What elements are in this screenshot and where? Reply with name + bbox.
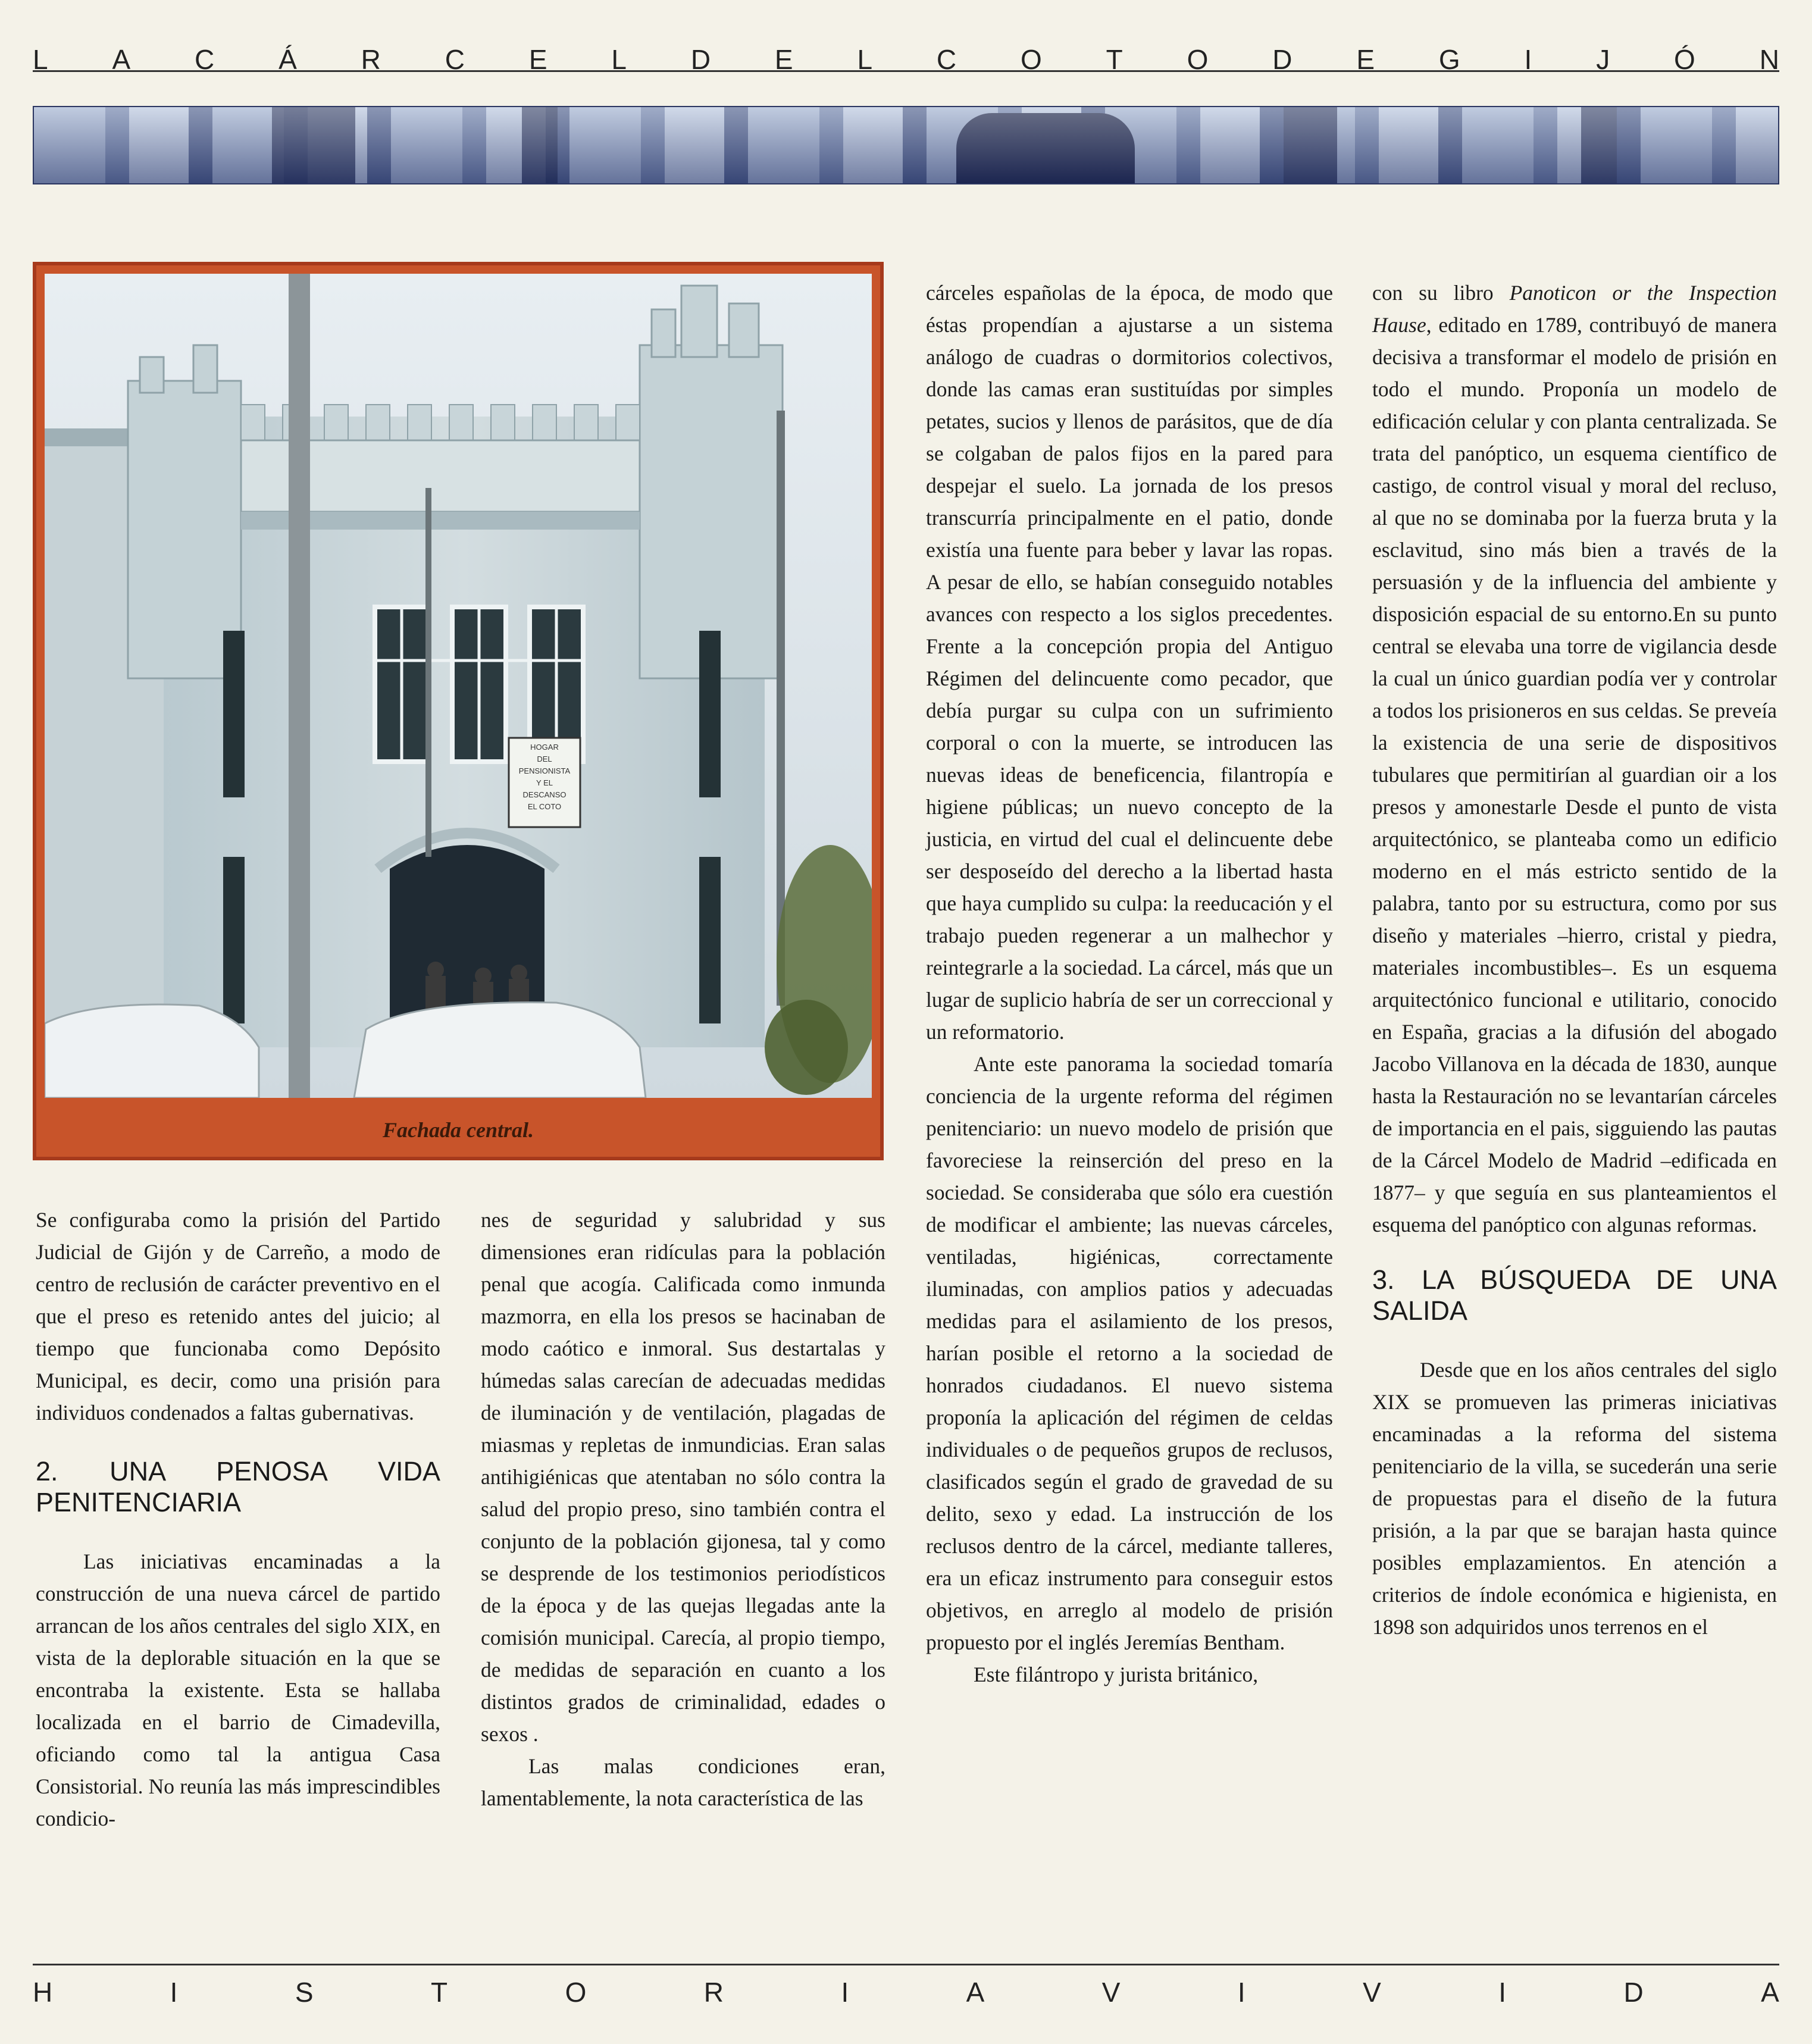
sign-line: EL COTO [527, 802, 562, 811]
book-title: Panoticon or the Inspection Hause [1372, 281, 1777, 337]
running-title-letter: D [690, 44, 711, 75]
text-column-4 [1372, 277, 1777, 1643]
running-title-letter: R [361, 44, 381, 75]
running-title-letter: V [1101, 1977, 1121, 2008]
running-title-letter: E [528, 44, 547, 75]
running-title-letter: G [1438, 44, 1460, 75]
running-title-letter: L [611, 44, 627, 75]
running-title-letter: S [295, 1977, 314, 2008]
running-title-letter: A [966, 1977, 985, 2008]
running-footer [33, 1974, 1779, 2010]
header-photo-banner [33, 106, 1779, 184]
running-title-letter: I [841, 1977, 849, 2008]
running-title-letter: D [1623, 1977, 1644, 2008]
facade-photo [45, 274, 872, 1098]
running-title-letter: H [33, 1977, 53, 2008]
sign-line: PENSIONISTA [518, 766, 571, 775]
running-title-letter: E [1356, 44, 1375, 75]
sign-line: DEL [537, 755, 552, 763]
running-title-letter: C [936, 44, 957, 75]
running-title-letter: D [1272, 44, 1293, 75]
text-column-1 [36, 1204, 440, 1835]
running-title-letter: J [1596, 44, 1610, 75]
facade-photo-frame [33, 262, 884, 1160]
running-title-letter: V [1363, 1977, 1381, 2008]
running-title-letter: C [195, 44, 215, 75]
running-header [33, 42, 1779, 77]
section-heading: 2. UNA PENOSA VIDA PENITENCIARIA [36, 1456, 440, 1517]
text-column-2 [481, 1204, 885, 1814]
running-title-letter: I [1498, 1977, 1507, 2008]
running-title-letter: C [445, 44, 465, 75]
running-title-letter: A [112, 44, 131, 75]
running-title-letter: Á [278, 44, 297, 75]
sign-line: HOGAR [530, 743, 559, 752]
sign-line: DESCANSO [522, 790, 567, 799]
sign-line: Y EL [536, 778, 553, 787]
paragraph: nes de seguridad y salubridad y sus dimensiones eran ridículas para la población penal que acogía. Calificada como inmunda mazmorra, en ella los presos se hacinaban de modo caótico e inmoral. Sus destartalas y húmedas salas carecían de adecuadas medidas de iluminación y de ventilación, plagadas de miasmas y repletas de inmundicias. Eran salas antihigiénicas que atentaban no sólo contra la salud del propio preso, sino también contra el conjunto de la población gijonesa, tal y como se desprende de los testimonios periodísticos de la época y de las quejas llegadas ante la comisión municipal. Carecía, al propio tiempo, de medidas de separación en cuanto a los distintos grados de criminalidad, edades o sexos . [481, 1208, 885, 1746]
paragraph: Las malas condiciones eran, lamentablemente, la nota característica de las [481, 1754, 885, 1810]
paragraph: Ante este panorama la sociedad tomaría conciencia de la urgente reforma del régimen penitenciario: un nuevo modelo de prisión que favoreciese la reinserción del preso en la sociedad. Se consideraba que sólo era cuestión de modificar el ambiente; las nuevas cárceles, ventiladas, higiénicas, correctamente iluminadas, con amplios patios y adecuadas medidas para el asilamiento de los presos, harían posible el retorno a la sociedad de honrados ciudadanos. El nuevo sistema proponía la aplicación del régimen de celdas individuales o de pequeños grupos de reclusos, clasificados según el grado de gravedad de su delito, sexo y edad. La instrucción de los reclusos dentro de la cárcel, mediante talleres, era un eficaz instrumento para conseguir estos objetivos, en arreglo al modelo de prisión propuesto por el inglés Jeremías Bentham. [926, 1052, 1333, 1654]
paragraph: Este filántropo y jurista británico, [974, 1663, 1259, 1686]
paragraph: Las iniciativas encaminadas a la construcción de una nueva cárcel de partido arrancan de los años centrales del siglo XIX, en vista de la deplorable situación en la que se encontraba la existente. Esta se hallaba localizada en el barrio de Cimadevilla, oficiando como tal la antigua Casa Consistorial. No reunía las más imprescindibles condicio- [36, 1550, 440, 1830]
running-title-letter: I [170, 1977, 178, 2008]
running-title-letter: O [1021, 44, 1042, 75]
running-title-letter: I [1237, 1977, 1245, 2008]
text-run: con su libro [1372, 281, 1510, 305]
paragraph: cárceles españolas de la época, de modo que éstas propendían a ajustarse a un sistema análogo de cuadras o dormitorios colectivos, donde las camas eran sustituídas por simples petates, sucios y llenos de parásitos, que de día se colgaban de palos fijos en la pared para despejar el suelo. La jornada de los presos transcurría principalmente en el patio, donde existía una fuente para beber y lavar las ropas. A pesar de ello, se habían conseguido notables avances con respecto a los siglos precedentes. Frente a la concepción propia del Antiguo Régimen del delincuente como pecador, que debía purgar su culpa con un sufrimiento corporal o con la muerte, se introducen las nuevas ideas de beneficencia, filantropía e higiene públicas; un nuevo concepto de la justicia, en virtud del cual el delincuente debe ser desposeído del derecho a la libertad hasta que haya cumplido su culpa: la reeducación y el trabajo pueden regenerar a un malhechor y reintegrarle a la sociedad. La cárcel, más que un lugar de suplicio habría de ser un correccional y un reformatorio. [926, 281, 1333, 1044]
footer-rule [33, 1964, 1779, 1965]
running-title-letter: O [565, 1977, 587, 2008]
running-title-letter: I [1524, 44, 1532, 75]
running-title-letter: N [1759, 44, 1779, 75]
paragraph [1372, 277, 1777, 1241]
running-title-letter: Ó [1674, 44, 1695, 75]
running-title-letter: A [1761, 1977, 1779, 2008]
text-column-3 [926, 277, 1333, 1691]
running-title-letter: T [1106, 44, 1123, 75]
section-heading: 3. LA BÚSQUEDA DE UNA SALIDA [1372, 1264, 1777, 1326]
paragraph: Se configuraba como la prisión del Partido Judicial de Gijón y de Carreño, a modo de centro de reclusión de carácter preventivo en el que el preso es retenido antes del juicio; al tiempo que funcionaba como Depósito Municipal, es decir, como una prisión para individuos condenados a faltas gubernativas. [36, 1208, 440, 1425]
header-rule [33, 70, 1779, 72]
running-title-letter: L [857, 44, 873, 75]
running-title-letter: T [431, 1977, 448, 2008]
running-title-letter: L [33, 44, 48, 75]
running-title-letter: R [703, 1977, 724, 2008]
paragraph: Desde que en los años centrales del siglo XIX se promueven las primeras iniciativas encaminadas a la reforma del sistema penitenciario de la villa, se sucederán una serie de propuestas para el diseño de la futura prisión, a la par que se barajan hasta quince posibles emplazamientos. En atención a criterios de índole económica e higienista, en 1898 son adquiridos unos terrenos en el [1372, 1358, 1777, 1639]
text-run: , editado en 1789, contribuyó de manera decisiva a transformar el modelo de prisión en todo el mundo. Proponía un modelo de edificación celular y con planta centralizada. Se trata del panóptico, un esquema científico de castigo, de control visual y moral del recluso, al que no se dominaba por la fuerza bruta y la esclavitud, sino más bien a través de la persuasión y de la influencia del ambiente y disposición espacial de su entorno.En su punto central se elevaba una torre de vigilancia desde la cual un único guardian podía ver y controlar a todos los prisioneros en sus celdas. Se preveía la existencia de una serie de dispositivos tubulares que permitirían al guardian oir a los presos y amonestarle Desde el punto de vista arquitectónico, se planteaba como un edificio moderno en el más estricto sentido de la palabra, tanto por su estructura, como por sus diseño y materiales –hierro, cristal y piedra, materiales incombustibles–. Es un esquema arquitectónico funcional e utilitario, conocido en España, gracias a la difusión del abogado Jacobo Villanova en la década de 1830, aunque hasta la Restauración no se levantarían cárceles de importancia en el pais, sigguiendo las pautas de la Cárcel Modelo de Madrid –edificada en 1877– y que seguía en sus planteamientos el esquema del panóptico con algunas reformas. [1372, 313, 1777, 1237]
running-title-letter: E [774, 44, 793, 75]
photo-caption: Fachada central. [382, 1118, 534, 1142]
running-title-letter: O [1187, 44, 1209, 75]
